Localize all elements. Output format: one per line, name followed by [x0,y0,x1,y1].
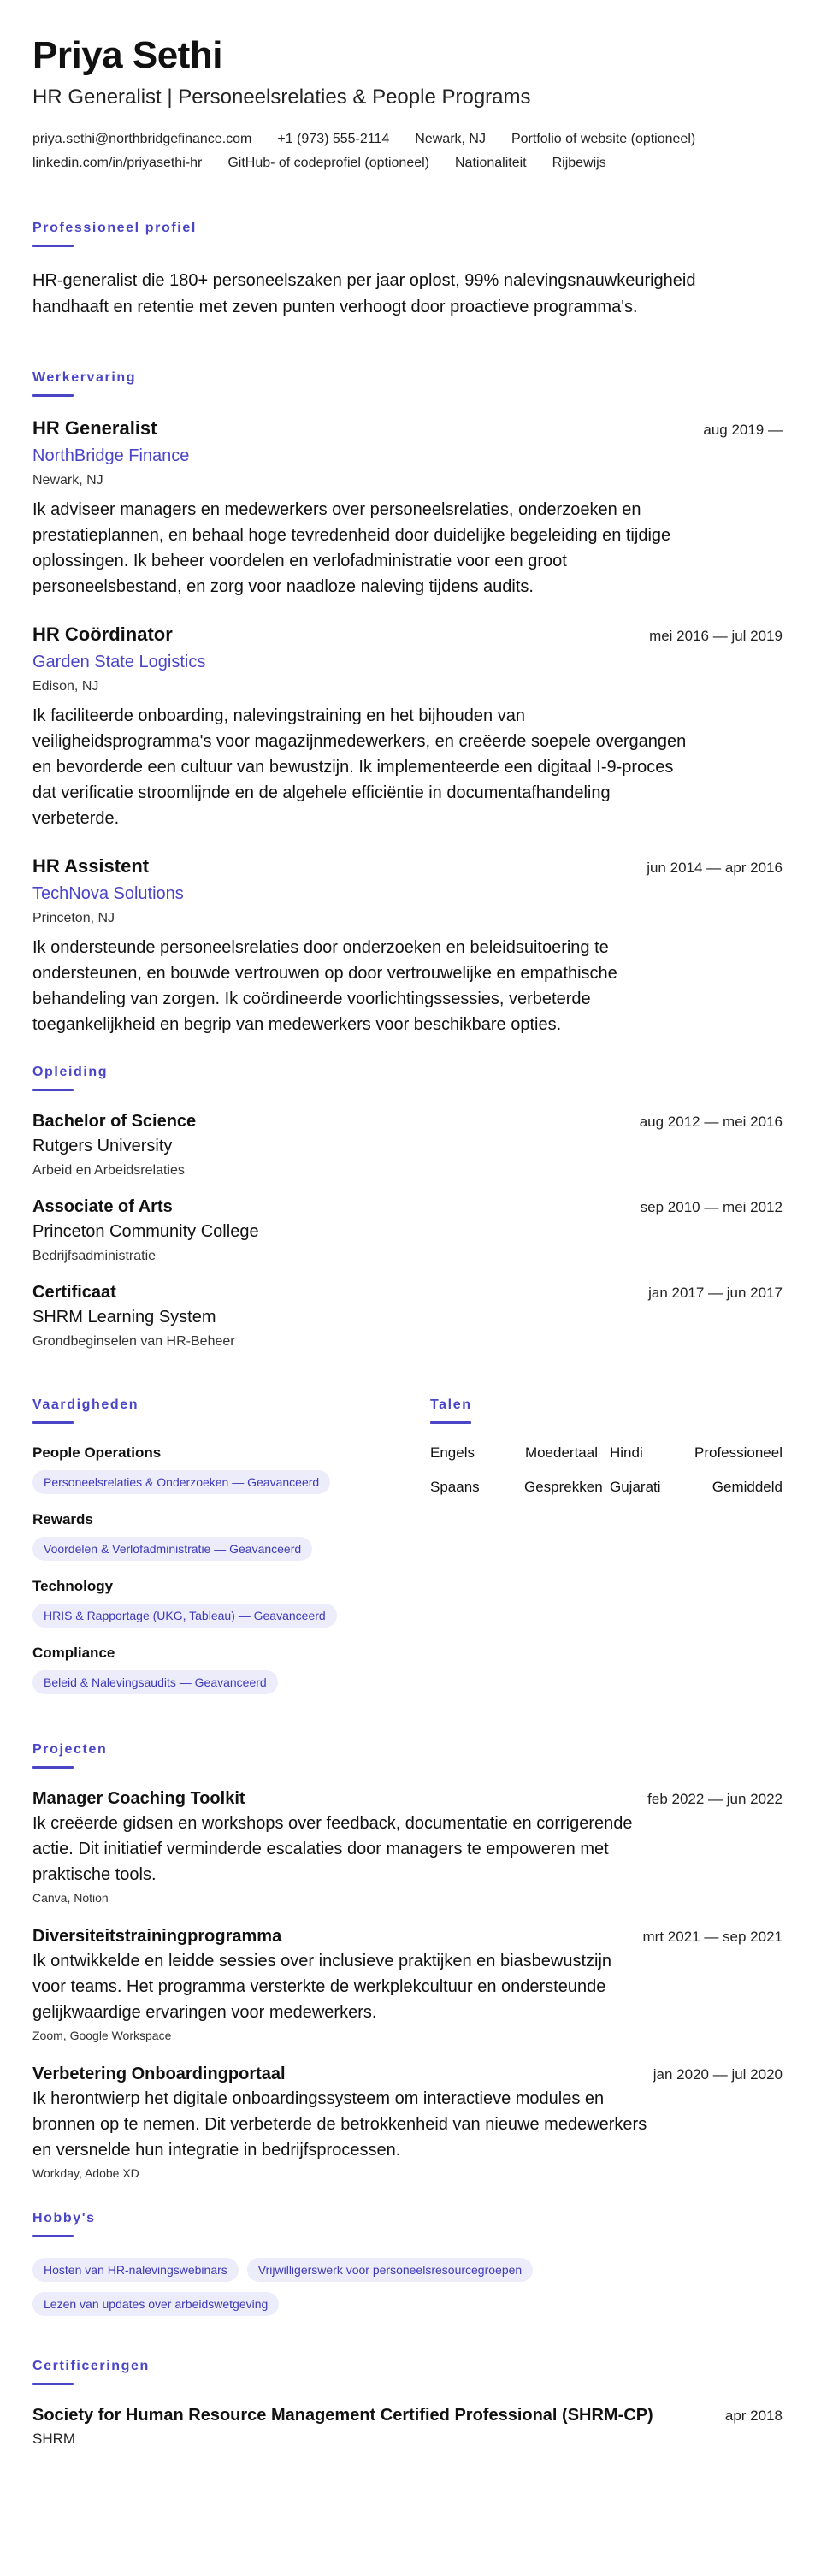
experience-item [32,417,783,600]
contact-location: Newark, NJ [415,132,486,147]
candidate-name: Priya Sethi [32,34,222,76]
certification-name: Society for Human Resource Management Certified Professional (SHRM-CP) [32,2406,653,2425]
language-level: Professioneel [694,1445,783,1462]
skill-chip: Personeelsrelaties & Onderzoeken — Geavanceerd [32,1470,330,1494]
certification-issuer: SHRM [32,2431,76,2448]
job-description: Ik adviseer managers en medewerkers over personeelsrelaties, onderzoeken en prestatieplannen, en behaal hoge tevredenheid door duidelijke begeleiding en tijdige oplossingen. Ik beheer voordelen en verlofadministratie voor een groot personeelsbestand, en zorg voor naadloze naleving tijdens audits. [32,500,671,597]
profile-section [32,221,783,321]
skill-group [32,1445,430,1494]
project-title: Verbetering Onboardingportaal [32,2065,286,2084]
hobby-chip: Lezen van updates over arbeidswetgeving [32,2292,279,2316]
section-title-education: Opleiding [32,1065,109,1080]
education-item [32,1283,783,1350]
project-date: feb 2022 — jun 2022 [647,1791,783,1808]
education-date: jan 2017 — jun 2017 [648,1285,783,1302]
languages-section [430,1368,783,1711]
education-section [32,1065,783,1350]
project-tools: Workday, Adobe XD [32,2166,139,2181]
education-field: Bedrijfsadministratie [32,1249,157,1264]
certification-item [32,2406,783,2448]
skill-chip: Voordelen & Verlofadministratie — Geavanceerd [32,1537,312,1561]
language-level: Gesprekken [524,1479,603,1496]
section-title-experience: Werkervaring [32,370,137,386]
education-degree: Certificaat [32,1283,116,1303]
project-tools: Canva, Notion [32,1891,109,1905]
project-item [32,1789,783,1905]
section-divider [32,1421,74,1424]
skill-category: Rewards [32,1511,93,1528]
education-school: Rutgers University [32,1137,173,1156]
skill-chip: Beleid & Nalevingsaudits — Geavanceerd [32,1670,278,1694]
project-title: Diversiteitstrainingprogramma [32,1927,282,1947]
section-title-hobbies: Hobby's [32,2211,96,2226]
project-date: jan 2020 — jul 2020 [653,2066,783,2083]
job-date: aug 2019 — [703,422,783,439]
job-date: jun 2014 — apr 2016 [647,860,783,877]
project-item [32,2065,783,2180]
education-item [32,1197,783,1264]
job-description: Ik faciliteerde onboarding, nalevingstraining en het bijhouden van veiligheidsprogramma's voor magazijnmedewerkers, en creëerde soepele overgangen en bevorderde een cultuur van bewustzijn. Ik implementeerde een digitaal I-9-proces dat verificatie stroomlijnde en de algehele efficiëntie in documentafhandeling verbeterde. [32,706,687,829]
section-divider [32,2383,74,2385]
education-degree: Bachelor of Science [32,1112,197,1131]
project-title: Manager Coaching Toolkit [32,1789,245,1809]
experience-item [32,623,783,831]
skills-section [32,1368,430,1711]
job-company: NorthBridge Finance [32,446,190,466]
section-divider [32,1089,74,1091]
skills-languages-row [32,1368,783,1711]
job-location: Newark, NJ [32,473,103,488]
education-school: Princeton Community College [32,1222,259,1242]
job-company: Garden State Logistics [32,653,206,672]
contact-list [32,132,768,171]
hobby-chip: Vrijwilligerswerk voor personeelsresourcegroepen [247,2258,533,2282]
project-item [32,1927,783,2042]
contact-license: Rijbewijs [552,156,606,171]
resume-header [32,36,783,171]
hobbies-section [32,2211,783,2316]
language-name: Hindi [610,1445,643,1462]
experience-section [32,370,783,1037]
job-description: Ik ondersteunde personeelsrelaties door onderzoeken en beleidsuitoering te ondersteunen, en bouwde vertrouwen op door vertrouwelijke en empathische behandeling van zorgen. Ik coördineerde voorlichtingssessies, verbeterde toegankelijkheid en begrip van medewerkers voor beschikbare opties. [32,938,617,1035]
job-title: HR Generalist [32,417,157,440]
language-level: Gemiddeld [712,1479,783,1496]
contact-portfolio[interactable]: Portfolio of website (optioneel) [511,132,696,147]
experience-item [32,855,783,1037]
project-tools: Zoom, Google Workspace [32,2029,172,2043]
section-title-profile: Professioneel profiel [32,221,197,236]
skill-category: People Operations [32,1445,162,1462]
skill-chip: HRIS & Rapportage (UKG, Tableau) — Geavanceerd [32,1604,337,1628]
education-field: Grondbeginselen van HR-Beheer [32,1334,235,1350]
certification-date: apr 2018 [724,2408,783,2425]
language-name: Gujarati [610,1479,661,1496]
section-title-skills: Vaardigheden [32,1397,139,1413]
languages-grid [430,1445,783,1496]
skill-group [32,1578,430,1628]
job-company: TechNova Solutions [32,884,184,904]
education-date: sep 2010 — mei 2012 [640,1199,783,1216]
certifications-section [32,2359,783,2448]
project-description: Ik ontwikkelde en leidde sessies over inclusieve praktijken en biasbewustzijn voor teams. Het programma versterkte de werkplekcultuur en ondersteunde gelijkwaardige ervaringen voor medewerkers. [32,1952,612,2023]
section-title-certifications: Certificeringen [32,2359,150,2374]
education-field: Arbeid en Arbeidsrelaties [32,1163,185,1179]
skill-group [32,1511,430,1561]
project-date: mrt 2021 — sep 2021 [642,1929,783,1946]
skill-category: Technology [32,1578,114,1595]
contact-email[interactable]: priya.sethi@northbridgefinance.com [32,132,252,147]
job-location: Princeton, NJ [32,911,115,926]
education-degree: Associate of Arts [32,1197,173,1217]
section-divider [430,1421,471,1424]
hobby-chip: Hosten van HR-nalevingswebinars [32,2258,239,2282]
job-title: HR Coördinator [32,623,173,646]
project-description: Ik creëerde gidsen en workshops over feedback, documentatie en corrigerende actie. Dit initiatief verminderde escalaties door managers te empoweren met praktische tools. [32,1814,633,1885]
section-divider [32,1766,74,1769]
project-description: Ik herontwierp het digitale onboardingssysteem om interactieve modules en bronnen op te nemen. Dit verbeterde de betrokkenheid van nieuwe medewerkers en versnelde hun integratie in bedrijfsprocessen. [32,2089,647,2160]
education-date: aug 2012 — mei 2016 [639,1114,783,1131]
language-name: Engels [430,1445,475,1462]
skill-group [32,1645,430,1694]
contact-github[interactable]: GitHub- of codeprofiel (optioneel) [227,156,429,171]
profile-summary: HR-generalist die 180+ personeelszaken per jaar oplost, 99% nalevingsnauwkeurigheid handhaaft en retentie met zeven punten verhoogt door proactieve programma's. [32,271,696,317]
hobby-chips [32,2258,648,2316]
section-divider [32,394,74,397]
contact-linkedin[interactable]: linkedin.com/in/priyasethi-hr [32,156,203,171]
job-title: HR Assistent [32,855,150,877]
education-item [32,1112,783,1179]
language-name: Spaans [430,1479,480,1496]
contact-phone[interactable]: +1 (973) 555-2114 [277,132,390,147]
section-title-projects: Projecten [32,1742,108,1758]
contact-nationality: Nationaliteit [455,156,527,171]
section-divider [32,2235,74,2237]
candidate-headline: HR Generalist | Personeelsrelaties & People Programs [32,86,531,109]
job-location: Edison, NJ [32,679,99,694]
education-school: SHRM Learning System [32,1308,216,1327]
projects-section [32,1742,783,2180]
job-date: mei 2016 — jul 2019 [649,628,783,645]
language-level: Moedertaal [524,1445,598,1462]
section-title-languages: Talen [430,1397,472,1413]
skill-category: Compliance [32,1645,115,1662]
section-divider [32,245,74,247]
